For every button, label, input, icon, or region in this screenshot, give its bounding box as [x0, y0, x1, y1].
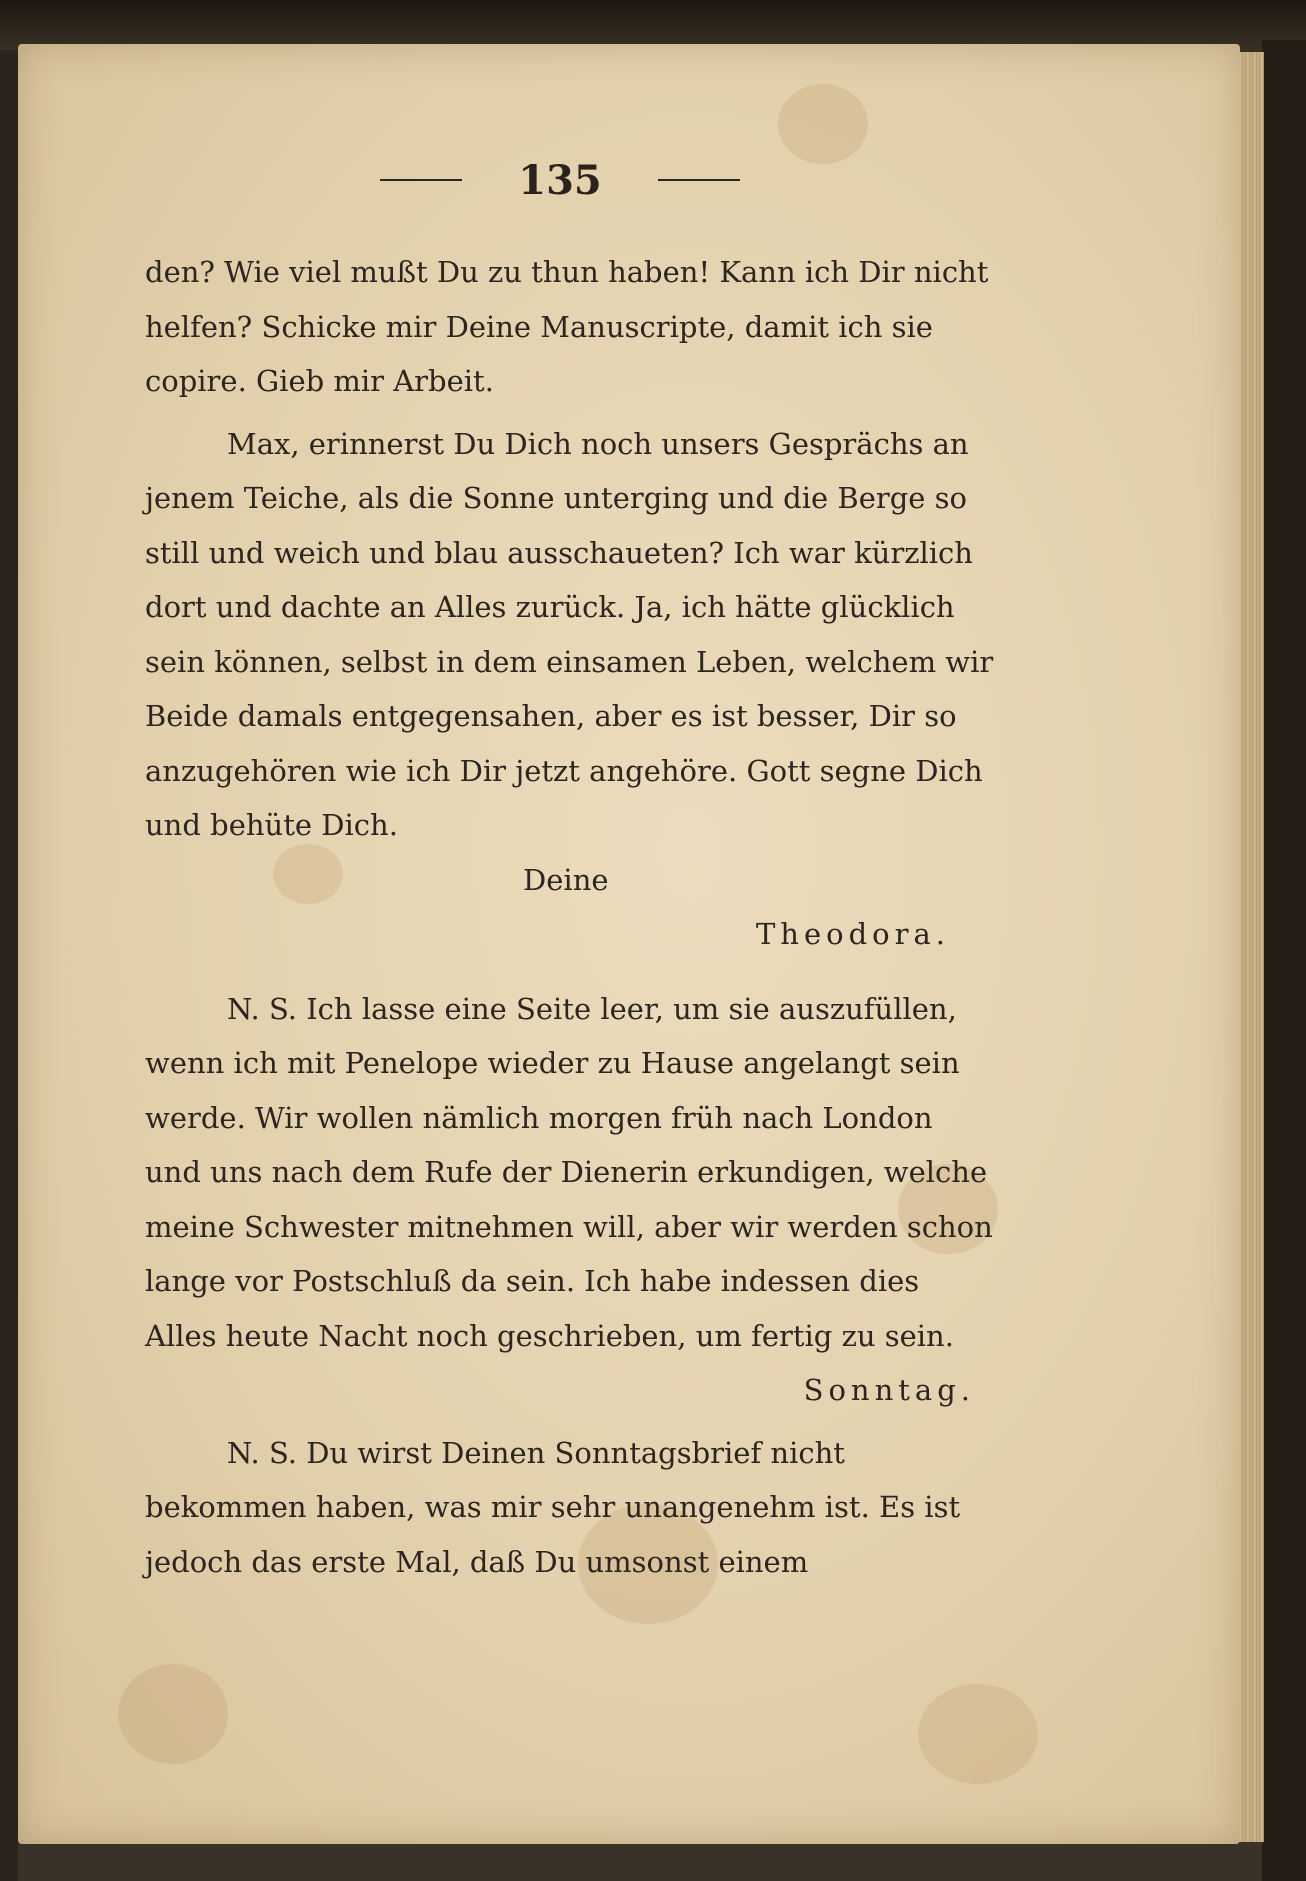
header-rule-right: [658, 179, 740, 181]
book-cover-right: [1262, 40, 1306, 1881]
foxing-stain: [918, 1684, 1038, 1784]
paragraph-2: Max, erinnerst Du Dich noch unsers Gesprächs an jenem Teiche, als die Sonne unterging und die Berge so still und weich und blau ausschaueten? Ich war kürzlich dort und dachte an Alles zurück. Ja, ich hätte glücklich sein können, selbst in dem einsamen Leben, welchem wir Beide damals entgegensahen, aber es ist besser, Dir so anzugehören wie ich Dir jetzt angehöre. Gott segne Dich und behüte Dich.: [145, 426, 994, 842]
letter-closing: Deine: [523, 862, 609, 897]
paragraph-1: den? Wie viel mußt Du zu thun haben! Kann ich Dir nicht helfen? Schicke mir Deine Manuscripte, damit ich sie copire. Gieb mir Arbeit.: [145, 255, 989, 398]
page-body: [145, 245, 995, 1589]
letter-signature: Theodora.: [755, 917, 950, 951]
dateline: Sonntag.: [803, 1373, 975, 1407]
foxing-stain: [778, 84, 868, 164]
foxing-stain: [118, 1664, 228, 1764]
page-header: [380, 150, 740, 210]
postscript-1: N. S. Ich lasse eine Seite leer, um sie auszufüllen, wenn ich mit Penelope wieder zu Hause angelangt sein werde. Wir wollen nämlich morgen früh nach London und uns nach dem Rufe der Dienerin erkundigen, welche meine Schwester mitnehmen will, aber wir werden schon lange vor Postschluß da sein. Ich habe indessen dies Alles heute Nacht noch geschrieben, um fertig zu sein.: [145, 991, 993, 1353]
postscript-2: N. S. Du wirst Deinen Sonntagsbrief nicht bekommen haben, was mir sehr unangenehm ist. Es ist jedoch das erste Mal, daß Du umsonst einem: [145, 1435, 961, 1579]
header-rule-left: [380, 179, 462, 181]
page-number: 135: [518, 156, 602, 204]
book-cover-left: [0, 50, 18, 1881]
